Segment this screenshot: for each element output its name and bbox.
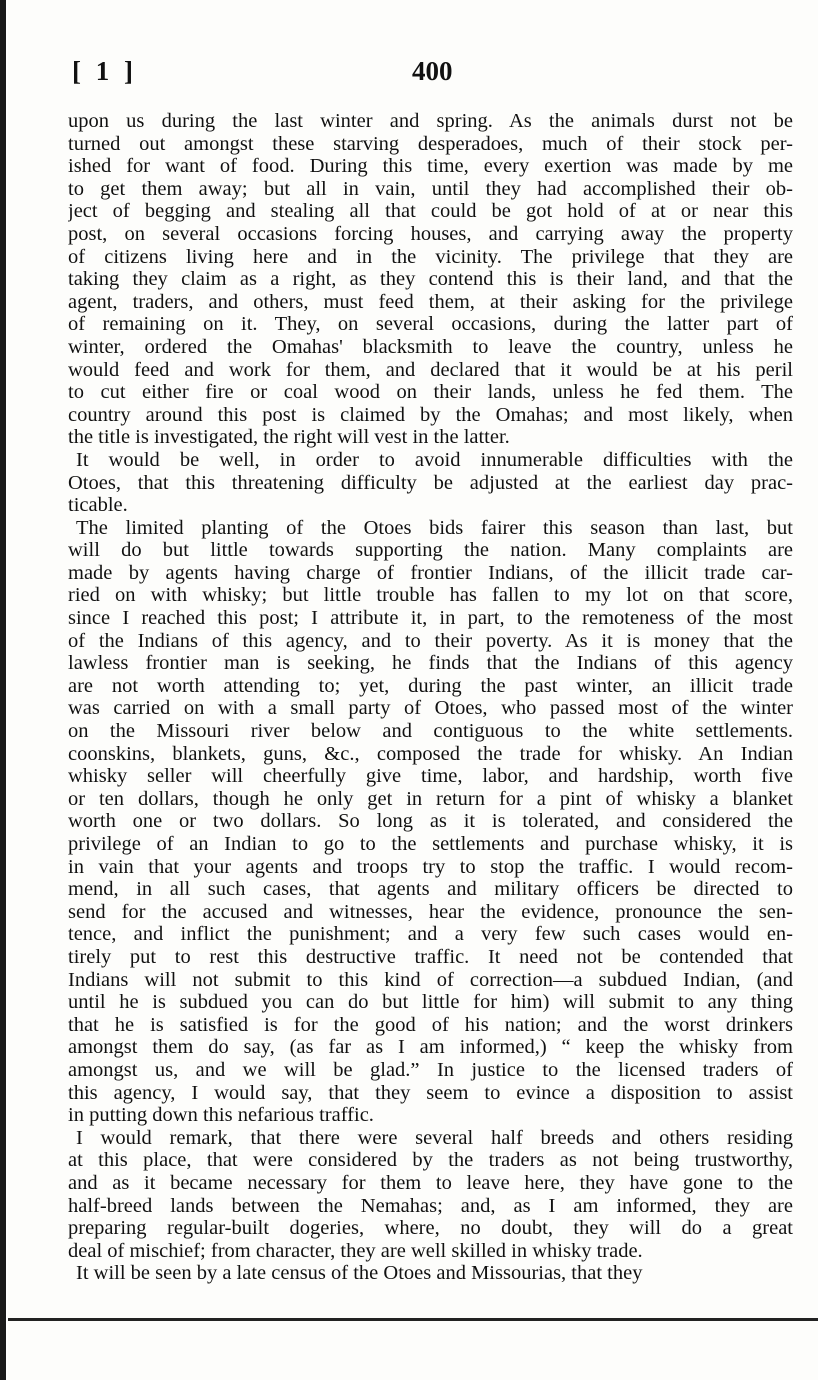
text-line: turned out amongst these starving desperadoes, much of their stock per- [68, 132, 793, 155]
text-line: winter, ordered the Omahas' blacksmith to leave the country, unless he [68, 335, 793, 358]
text-line: upon us during the last winter and spring. As the animals durst not be [68, 110, 793, 132]
text-line: of remaining on it. They, on several occasions, during the latter part of [68, 313, 793, 336]
text-line: send for the accused and witnesses, hear the evidence, pronounce the sen- [68, 900, 793, 923]
document-page [8, 0, 818, 1380]
text-line: whisky seller will cheerfully give time, labor, and hardship, worth five [68, 765, 793, 788]
text-line: half-breed lands between the Nemahas; and, as I am informed, they are [68, 1194, 793, 1217]
text-line: lawless frontier man is seeking, he finds that the Indians of this agency [68, 652, 793, 675]
text-line: ished for want of food. During this time, every exertion was made by me [68, 155, 793, 178]
text-line: It will be seen by a late census of the Otoes and Missourias, that they [76, 1262, 643, 1285]
text-line: of the Indians of this agency, and to their poverty. As it is money that the [68, 629, 793, 652]
text-line: and as it became necessary for them to leave here, they have gone to the [68, 1171, 793, 1194]
text-line: the title is investigated, the right will vest in the latter. [68, 426, 510, 449]
text-line: It would be well, in order to avoid innumerable difficulties with the [76, 448, 793, 471]
text-line: this agency, I would say, that they seem to evince a disposition to assist [68, 1081, 793, 1104]
text-line: The limited planting of the Otoes bids fairer this season than last, but [76, 516, 793, 539]
text-line: in putting down this nefarious traffic. [68, 1104, 374, 1127]
text-line: taking they claim as a right, as they contend this is their land, and that the [68, 268, 793, 291]
text-line: Indians will not submit to this kind of correction—a subdued Indian, (and [68, 968, 793, 991]
text-line: Otoes, that this threatening difficulty be adjusted at the earliest day prac- [68, 471, 793, 494]
paragraph [68, 449, 793, 517]
text-line: agent, traders, and others, must feed them, at their asking for the privilege [68, 290, 793, 313]
page-header [72, 56, 792, 92]
text-line: since I reached this post; I attribute it, in part, to the remoteness of the most [68, 607, 793, 630]
text-line: would feed and work for them, and declared that it would be at his peril [68, 358, 793, 381]
text-line: until he is subdued you can do but little for him) will submit to any thing [68, 991, 793, 1014]
page-binding-edge [0, 0, 6, 1380]
text-line: was carried on with a small party of Otoes, who passed most of the winter [68, 697, 793, 720]
text-line: coonskins, blankets, guns, &c., composed the trade for whisky. An Indian [68, 742, 793, 765]
text-line: to get them away; but all in vain, until they had accomplished their ob- [68, 177, 793, 200]
text-line: privilege of an Indian to go to the settlements and purchase whisky, it is [68, 833, 793, 855]
text-line: deal of mischief; from character, they are well skilled in whisky trade. [68, 1239, 643, 1262]
text-line: mend, in all such cases, that agents and military officers be directed to [68, 878, 793, 901]
text-line: tirely put to rest this destructive traffic. It need not be contended that [68, 945, 793, 968]
text-line: ried on with whisky; but little trouble has fallen to my lot on that score, [68, 584, 793, 607]
text-line: made by agents having charge of frontier Indians, of the illicit trade car- [68, 561, 793, 584]
text-line: or ten dollars, though he only get in return for a pint of whisky a blanket [68, 787, 793, 810]
text-line: are not worth attending to; yet, during the past winter, an illicit trade [68, 674, 793, 697]
text-line: country around this post is claimed by the Omahas; and most likely, when [68, 403, 793, 426]
paragraph [68, 110, 793, 449]
text-line: post, on several occasions forcing houses, and carrying away the property [68, 222, 793, 245]
text-line: of citizens living here and in the vicinity. The privilege that they are [68, 245, 793, 268]
text-line: will do but little towards supporting the nation. Many complaints are [68, 539, 793, 562]
text-line: in vain that your agents and troops try to stop the traffic. I would recom- [68, 855, 793, 878]
text-line: amongst them do say, (as far as I am informed,) “ keep the whisky from [68, 1036, 793, 1059]
bracket-number: [ 1 ] [72, 56, 137, 86]
paragraph [68, 517, 793, 1127]
text-line: I would remark, that there were several half breeds and others residing [76, 1126, 793, 1149]
text-line: amongst us, and we will be glad.” In justice to the licensed traders of [68, 1058, 793, 1081]
paragraph [68, 1262, 793, 1285]
text-line: preparing regular-built dogeries, where, no doubt, they will do a great [68, 1217, 793, 1240]
text-line: ticable. [68, 494, 128, 517]
paragraph [68, 1127, 793, 1263]
text-line: that he is satisfied is for the good of his nation; and the worst drinkers [68, 1013, 793, 1036]
text-line: to cut either fire or coal wood on their lands, unless he fed them. The [68, 381, 793, 404]
text-line: tence, and inflict the punishment; and a very few such cases would en- [68, 923, 793, 946]
text-line: on the Missouri river below and contiguous to the white settlements. [68, 720, 793, 743]
body-text [68, 110, 793, 1285]
page-number: 400 [412, 56, 453, 86]
bottom-page-border [8, 1318, 818, 1321]
text-line: ject of begging and stealing all that could be got hold of at or near this [68, 200, 793, 223]
text-line: at this place, that were considered by the traders as not being trustworthy, [68, 1149, 793, 1172]
text-line: worth one or two dollars. So long as it is tolerated, and considered the [68, 810, 793, 833]
